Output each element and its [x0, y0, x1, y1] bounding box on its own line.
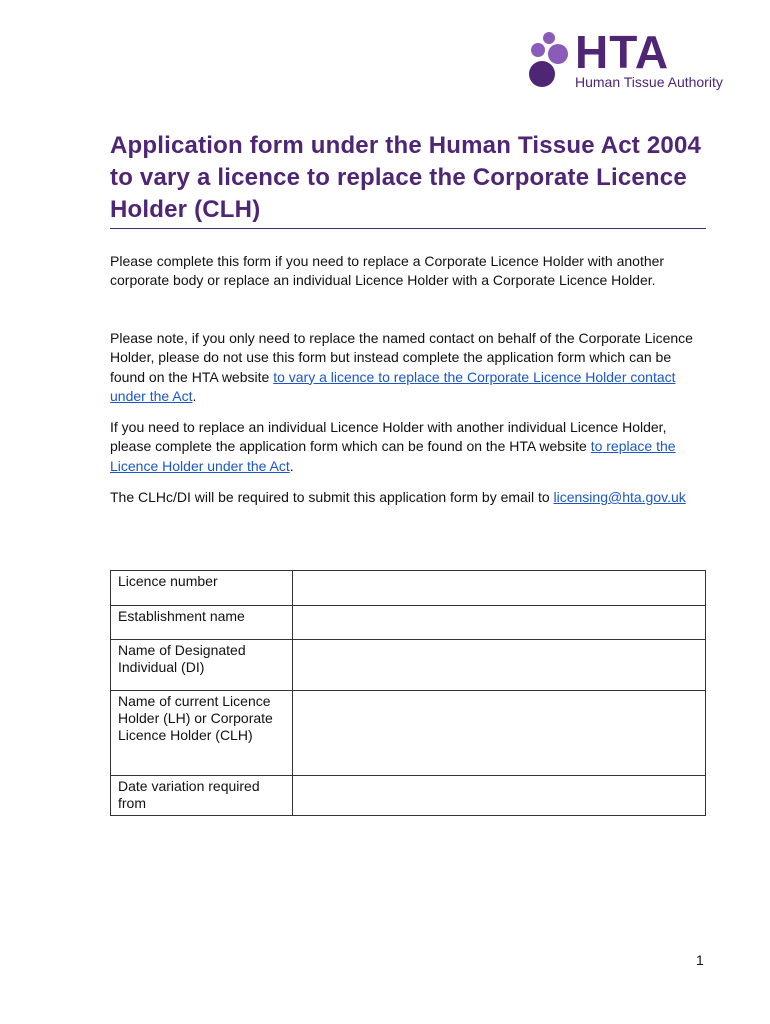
replace-lh-link[interactable]: to replace the Licence Holder under the Act [110, 438, 676, 474]
designated-individual-field[interactable] [293, 640, 706, 691]
hta-dots-icon [527, 32, 573, 94]
logo-mark: HTA [575, 26, 670, 78]
intro-paragraph: Please complete this form if you need to replace a Corporate Licence Holder with another corporate body or replace an individual Licence Holder with a Corporate Licence Holder. [110, 253, 665, 289]
submission-paragraph [110, 488, 706, 507]
contact-note-end: . [192, 387, 197, 404]
licence-number-label: Licence number [111, 571, 293, 606]
contact-note-text: Please note, if you only need to replace the named contact on behalf of the Corporate Licence Holder, please do not use this form but instead complete the application form which can be found on the HTA website [110, 330, 693, 385]
individual-lh-paragraph [110, 418, 706, 476]
contact-note-paragraph [110, 329, 706, 406]
logo-subtitle: Human Tissue Authority [575, 74, 723, 90]
vary-contact-link[interactable]: to vary a licence to replace the Corporate Licence Holder contact under the Act [110, 368, 676, 404]
establishment-name-label: Establishment name [111, 606, 293, 640]
table-row [111, 776, 706, 816]
table-row [111, 640, 706, 691]
title-divider [110, 228, 706, 229]
designated-individual-label: Name of Designated Individual (DI) [111, 640, 293, 691]
hta-logo [527, 28, 737, 94]
date-variation-field[interactable] [293, 776, 706, 816]
individual-lh-text: If you need to replace an individual Licence Holder with another individual Licence Holder, please complete the application form which can be found on the HTA website [110, 419, 667, 455]
current-licence-holder-field[interactable] [293, 691, 706, 776]
current-licence-holder-label: Name of current Licence Holder (LH) or Corporate Licence Holder (CLH) [111, 691, 293, 776]
establishment-name-field[interactable] [293, 606, 706, 640]
page-number: 1 [696, 952, 704, 968]
table-row [111, 606, 706, 640]
licensing-email-link[interactable]: licensing@hta.gov.uk [553, 489, 686, 505]
table-row [111, 691, 706, 776]
table-row [111, 571, 706, 606]
page-title: Application form under the Human Tissue Act 2004 to vary a licence to replace the Corporate Licence Holder (CLH) [110, 132, 702, 223]
submission-text: The CLHc/DI will be required to submit this application form by email to [110, 489, 554, 505]
individual-lh-end: . [289, 457, 294, 474]
licence-number-field[interactable] [293, 571, 706, 606]
date-variation-label: Date variation required from [111, 776, 293, 816]
application-form-table [110, 570, 706, 816]
